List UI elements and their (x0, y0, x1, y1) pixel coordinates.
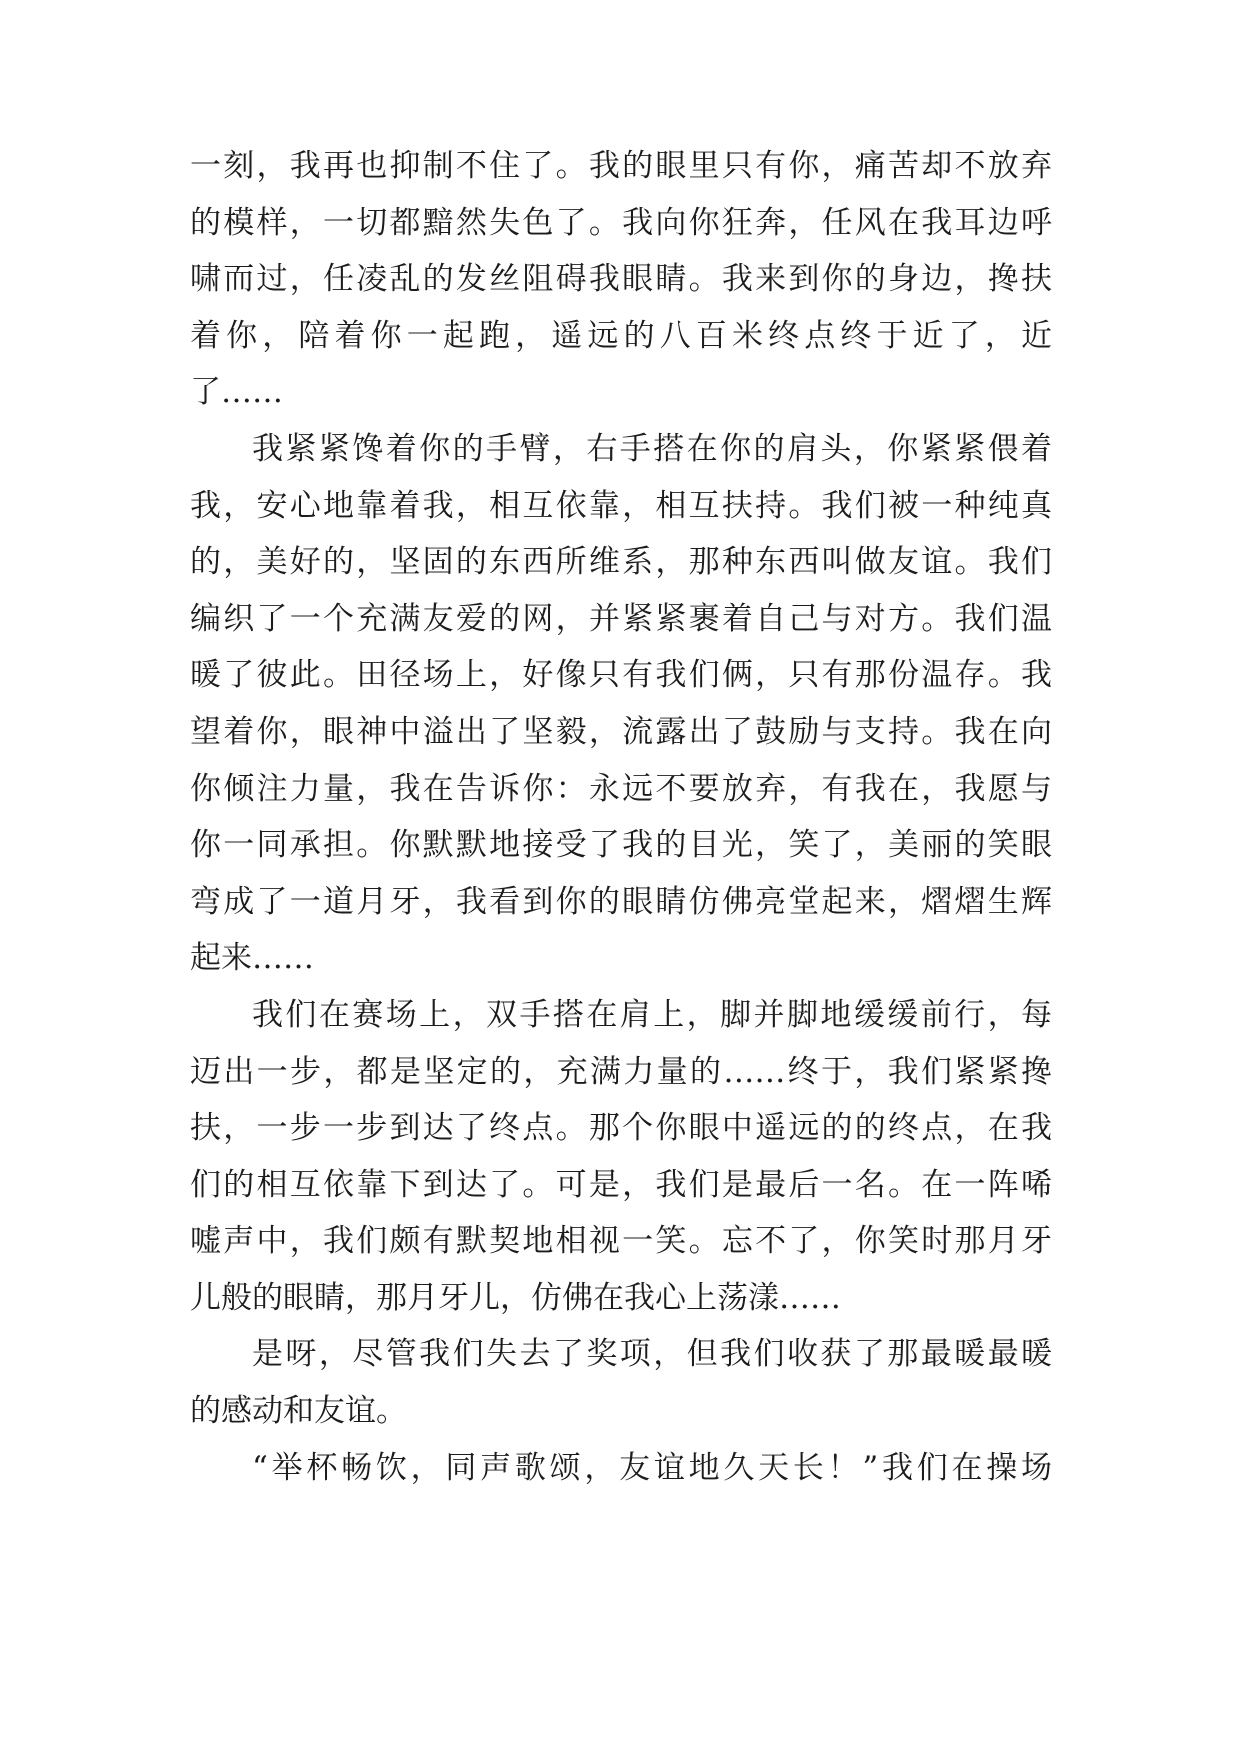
text-line: 着你，陪着你一起跑，遥远的八百米终点终于近了，近 (190, 317, 1052, 354)
text-line: 嘘声中，我们颇有默契地相视一笑。忘不了，你笑时那月牙 (190, 1223, 1052, 1260)
text-line: 儿般的眼睛，那月牙儿，仿佛在我心上荡漾…… (190, 1279, 841, 1316)
text-line: 望着你，眼神中溢出了坚毅，流露出了鼓励与支持。我在向 (190, 713, 1052, 750)
text-line: 我紧紧馋着你的手臂，右手搭在你的肩头，你紧紧偎着 (252, 430, 1052, 467)
text-line: 弯成了一道月牙，我看到你的眼睛仿佛亮堂起来，熠熠生辉 (190, 883, 1052, 920)
text-line: 一刻，我再也抑制不住了。我的眼里只有你，痛苦却不放弃 (190, 148, 1052, 184)
paragraph (190, 1326, 1052, 1439)
text-line: 暖了彼此。田径场上，好像只有我们俩，只有那份温存。我 (190, 657, 1052, 694)
document-page (190, 138, 1052, 1496)
text-line: 是呀，尽管我们失去了奖项，但我们收获了那最暖最暖 (252, 1336, 1052, 1373)
text-line: 了…… (190, 374, 283, 411)
text-line: 的，美好的，坚固的东西所维系，那种东西叫做友谊。我们 (190, 544, 1052, 581)
paragraph (190, 421, 1052, 987)
paragraph (190, 138, 1052, 421)
text-line: 你倾注力量，我在告诉你：永远不要放弃，有我在，我愿与 (190, 770, 1052, 807)
text-line: 扶，一步一步到达了终点。那个你眼中遥远的的终点，在我 (190, 1110, 1052, 1147)
text-line: 起来…… (190, 940, 314, 977)
text-line: 迈出一步，都是坚定的，充满力量的……终于，我们紧紧搀 (190, 1053, 1052, 1090)
text-line: 编织了一个充满友爱的网，并紧紧裹着自己与对方。我们温 (190, 600, 1052, 637)
text-line: 你一同承担。你默默地接受了我的目光，笑了，美丽的笑眼 (190, 827, 1052, 864)
paragraph (190, 1440, 1052, 1497)
text-line: 们的相互依靠下到达了。可是，我们是最后一名。在一阵唏 (190, 1166, 1052, 1203)
text-line: “举杯畅饮，同声歌颂，友谊地久天长！”我们在操场 (252, 1449, 1052, 1486)
paragraph (190, 987, 1052, 1327)
text-line: 我，安心地靠着我，相互依靠，相互扶持。我们被一种纯真 (190, 487, 1052, 524)
text-line: 我们在赛场上，双手搭在肩上，脚并脚地缓缓前行，每 (252, 996, 1052, 1033)
text-line: 的模样，一切都黯然失色了。我向你狂奔，任风在我耳边呼 (190, 204, 1052, 241)
text-line: 的感动和友谊。 (190, 1393, 407, 1430)
text-line: 啸而过，任凌乱的发丝阻碍我眼睛。我来到你的身边，搀扶 (190, 261, 1052, 298)
